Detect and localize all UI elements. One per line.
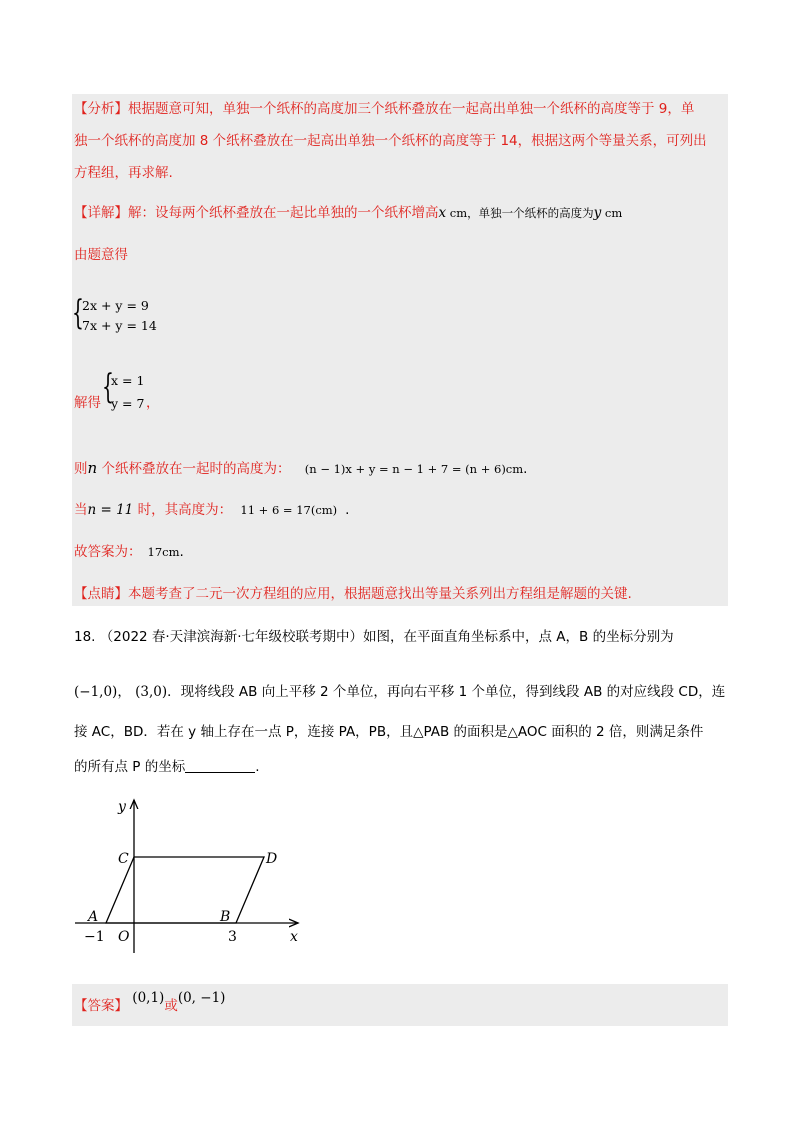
n-cups-line: 则n 个纸杯叠放在一起时的高度为： (n − 1)x + y = n − 1 + 7 = (n + 6)cm. [74,459,528,477]
when-calc: 11 + 6 = 17(cm) [240,503,338,517]
analysis-line-1: 【分析】根据题意可知，单独一个纸杯的高度加三个纸杯叠放在一起高出单独一个纸杯的高度等于 9，单 [74,101,695,117]
coord-a: (−1,0) [74,684,118,700]
question-line-1: 18. （2022 春·天津滨海新·七年级校联考期中）如图，在平面直角坐标系中，点 A，B 的坐标分别为 [74,629,674,645]
answer-value: 17cm [147,545,180,559]
label-d: D [266,851,278,867]
label-o: O [118,929,130,945]
comment-tag: 【点睛】 [74,586,128,602]
detail-line: 【详解】解：设每两个纸杯叠放在一起比单独的一个纸杯增高x cm，单独一个纸杯的高度为y cm [74,205,623,221]
label-a: A [88,909,99,925]
n-formula: (n − 1)x + y = n − 1 + 7 = (n + 6)cm [304,462,524,476]
label-x: x [290,929,298,945]
solution-end: ， [146,395,160,411]
answer-blank [185,758,255,773]
label-y: y [118,799,126,815]
label-3: 3 [228,929,237,945]
question-line-2: (−1,0)， (3,0)．现将线段 AB 向上平移 2 个单位，再向右平移 1 个单位，得到线段 AB 的对应线段 CD，连 [74,684,726,700]
label-c: C [118,851,129,867]
parallelogram-acdb [106,857,264,923]
analysis-tag: 【分析】 [74,101,128,117]
detail-tag: 【详解】 [74,205,128,221]
answer-line: 故答案为： 17cm. [74,544,184,560]
answer-point-2: (0, −1) [177,990,226,1006]
equation-2: 7x + y = 14 [82,318,157,333]
solution-1: x = 1 [111,373,145,388]
analysis-line-2: 独一个纸杯的高度加 8 个纸杯叠放在一起高出单独一个纸杯的高度等于 14，根据这两个等量关系，可列出 [74,133,707,149]
label-b: B [220,909,231,925]
when-line: 当n = 11 时，其高度为： 11 + 6 = 17(cm) . [74,502,350,518]
coord-b: (3,0) [135,684,168,700]
coordinate-figure [70,795,310,955]
answer-point-1: (0,1) [132,990,165,1006]
by-meaning: 由题意得 [74,247,128,263]
solve-label: 解得 [74,395,101,411]
comment-line: 【点睛】本题考查了二元一次方程组的应用，根据题意找出等量关系列出方程组是解题的关键. [74,586,632,602]
equation-brace: { [72,293,84,333]
question-source: （2022 春·天津滨海新·七年级校联考期中） [99,629,364,645]
question-line-4: 的所有点 P 的坐标 . [74,759,260,775]
final-answer-line: 【答案】 (0,1)或(0, −1) [74,990,226,1014]
solution-2: y = 7 [111,396,145,411]
solution-brace: { [102,367,114,407]
analysis-line-3: 方程组，再求解. [74,165,173,181]
equation-1: 2x + y = 9 [82,298,149,313]
question-line-3: 接 AC，BD．若在 y 轴上存在一点 P，连接 PA，PB，且△PAB 的面积是△AOC 面积的 2 倍，则满足条件 [74,724,704,740]
final-answer-tag: 【答案】 [74,998,128,1014]
label-neg1: −1 [84,929,105,945]
question-number: 18. [74,629,96,645]
